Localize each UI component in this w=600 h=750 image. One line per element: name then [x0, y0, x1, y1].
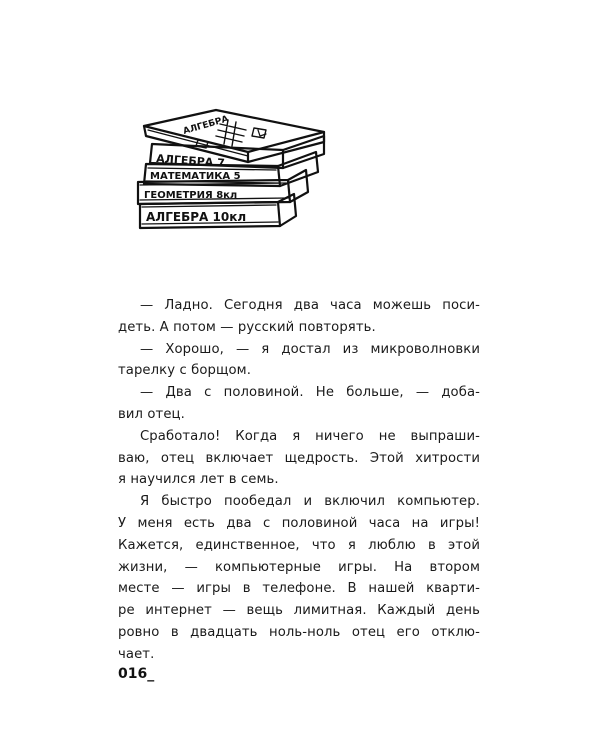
text-line: я научился лет в семь. — [118, 472, 279, 488]
book-label-3: МАТЕМАТИКА 5 — [150, 171, 241, 182]
book-text — [118, 295, 480, 666]
text-line: жизни, — компьютерные игры. На втором — [118, 559, 480, 575]
text-line: ровно в двадцать ноль-ноль отец его отклю- — [118, 624, 480, 640]
text-line: тарелку с борщом. — [118, 363, 251, 379]
text-line: Сработало! Когда я ничего не выпраши- — [140, 428, 480, 444]
page-number: 016_ — [118, 666, 155, 682]
text-line: — Два с половиной. Не больше, — доба- — [140, 385, 480, 401]
stack-of-books-illustration — [128, 108, 338, 238]
text-line: деть. А потом — русский повторять. — [118, 319, 376, 335]
book-label-5: АЛГЕБРА 10кл — [146, 210, 247, 224]
text-line: вил отец. — [118, 406, 185, 422]
stack-of-books-icon — [128, 108, 338, 238]
book-label-top: АЛГЕБРА — [182, 114, 230, 137]
text-line: ре интернет — вещь лимитная. Каждый день — [118, 603, 480, 619]
text-line: Кажется, единственное, что я люблю в этой — [118, 537, 480, 553]
book-label-4: ГЕОМЕТРИЯ 8кл — [144, 190, 238, 201]
text-line: У меня есть два с половиной часа на игры! — [118, 515, 480, 531]
text-line: ваю, отец включает щедрость. Этой хитрости — [118, 450, 480, 466]
text-line: чает. — [118, 646, 155, 662]
text-line: — Хорошо, — я достал из микроволновки — [140, 341, 480, 357]
text-line: Я быстро пообедал и включил компьютер. — [140, 494, 480, 510]
text-line: — Ладно. Сегодня два часа можешь поси- — [140, 298, 480, 313]
book-label-2: АЛГЕБРА 7 — [155, 152, 226, 170]
text-line: месте — игры в телефоне. В нашей кварти- — [118, 581, 480, 597]
